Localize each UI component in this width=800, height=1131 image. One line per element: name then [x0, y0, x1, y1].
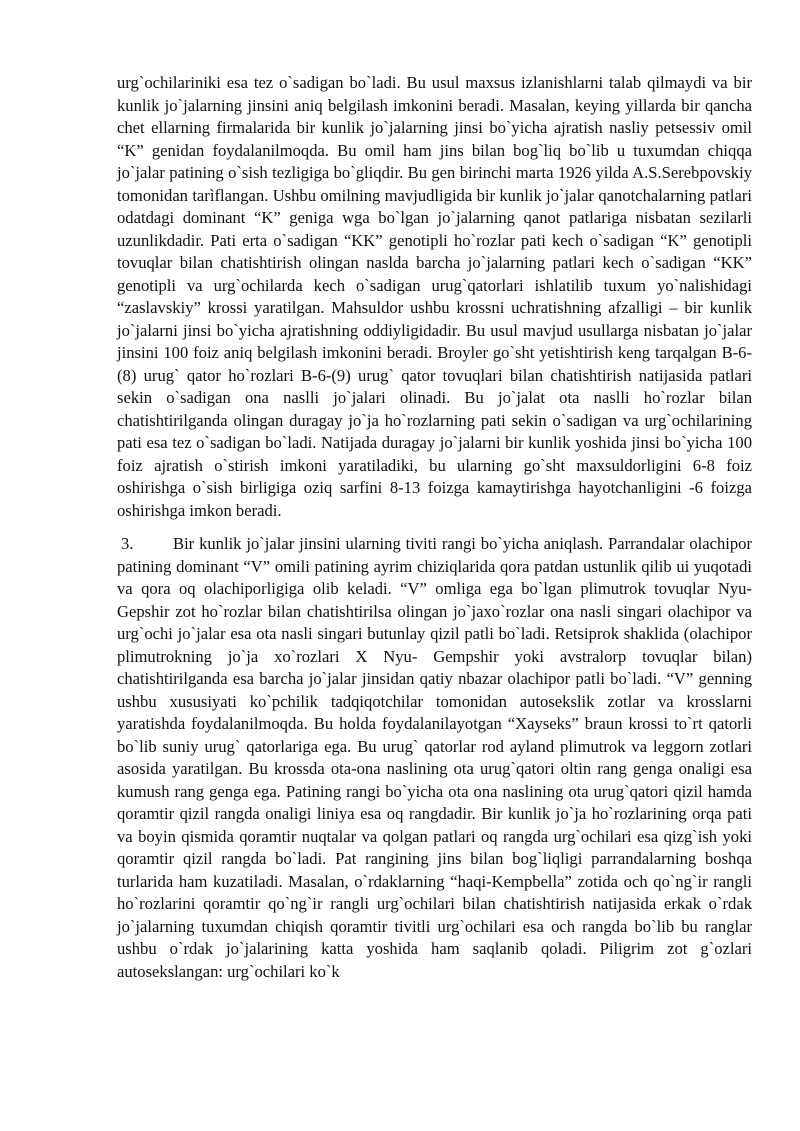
paragraph-down-color-sexing — [117, 533, 752, 983]
paragraph-feather-growth — [117, 72, 752, 522]
paragraph-text: Bir kunlik jo`jalar jinsini ularning tiviti rangi bo`yicha aniqlash. Parrandalar olachipor patining dominant “V” omili patining ayrim chiziqlarida qora patdan ustunlik qilib ui yuqotadi va qora oq olachiporligiga olib keladi. “V” omliga ega bo`lgan plimutrok tovuqlar Nyu-Gepshir zot ho`rozlar bilan chatishtirilsa olingan jo`jaxo`rozlar ona nasli singari olachipor va urg`ochi jo`jalar esa ota nasli singari butunlay qizil patli bo`ladi. Retsiprok shaklida (olachipor plimutrokning jo`ja xo`rozlari X Nyu- Gempshir yoki avstralorp tovuqlar bilan) chatishtirilganda esa barcha jo`jalar jinsidan qatiy nbazar olachipor patli bo`ladi. “V” genning ushbu xususiyati ko`pchilik tadqiqotchilar tomonidan autosekslik zotlar va krosslarni yaratishda foydalanilmoqda. Bu holda foydalanilayotgan “Xayseks” braun krossi to`rt qatorli bo`lib suniy urug` qatorlariga ega. Bu urug` qatorlar rod ayland plimutrok va leggorn zotlari asosida yaratilgan. Bu krossda ota-ona naslining ota urug`qatori oltin rang genga onaligi esa kumush rang genga ega. Patining rangi bo`yicha ota ona naslining ota urug`qatori qizil hamda qoramtir qizil rangda onaligi liniya esa oq rangdadir. Bir kunlik jo`ja ho`rozlarining orqa pati va boyin qismida qoramtir nuqtalar va qolgan patlari oq rangda urg`ochilari esa qizg`ish yoki qoramtir qizil rangda bo`ladi. Pat rangining jins bilan bog`liqligi parrandalarning boshqa turlarida ham kuzatiladi. Masalan, o`rdaklarning “haqi-Kempbella” zotida och qo`ng`ir rangli ho`rozlarini qoramtir qo`ng`ir rangli urg`ochilari bilan chatishtirish natijasida erkak o`rdak jo`jalarning tuxumdan chiqish qoramtir tivitli urg`ochilari esa och rangda bo`lib bu ranglar ushbu o`rdak jo`jalarining katta yoshida ham saqlanib qoladi. Piligrim zot g`ozlari autosekslangan: urg`ochilari ko`k — [117, 534, 752, 981]
section-number: 3. — [121, 534, 134, 553]
paragraph-text: urg`ochilariniki esa tez o`sadigan bo`ladi. Bu usul maxsus izlanishlarni talab qilmaydi va bir kunlik jo`jalarning jinsini aniq belgilash imkonini beradi. Masalan, keying yillarda bir qancha chet ellarning firmalarida bir kunlik jo`jalarning jinsi bo`yicha ajratish nasliy petsessiv omil “K” genidan foydalanilmoqda. Bu omil ham jins bilan bog`liq bo`lib u tuxumdan chiqqa jo`jalar patining o`sish tezligiga bo`gliqdir. Bu gen birinchi marta 1926 yilda A.S.Serebpovskiy tomonidan tarìflangan. Ushbu omilning mavjudligida bir kunlik jo`jalar qanotchalarning patlari odatdagi dominant “K” geniga wga bo`lgan jo`jalarning qanot patlariga nisbatan sezilarli uzunlikdadir. Pati erta o`sadigan “KK” genotipli ho`rozlar pati kech o`sadigan “K” genotipli tovuqlar bilan chatishtirish olingan naslda barcha jo`jalarning patlari kech o`sadigan “KK” genotipli va urg`ochilarda kech o`sadigan urug`qatorlari ishlatilib tuxum yo`nalishidagi “zaslavskiy” krossi yaratilgan. Mahsuldor ushbu krossni uchratishning afzalligi – bir kunlik jo`jalarni jinsi bo`yicha ajratishning oddiyligidadir. Bu usul mavjud usullarga nisbatan jo`jalar jinsini 100 foiz aniq belgilash imkonini beradi. Broyler go`sht yetishtirish keng tarqalgan B-6-(8) urug` qator ho`rozlari B-6-(9) urug` qator tovuqlari bilan chatishtirish natijasida patlari sekin o`sadigan ona naslli jo`jalari olinadi. Bu jo`jalat ota naslli ho`rozlar bilan chatishtirilganda olingan duragay jo`ja ho`rozlarning pati sekin o`sadigan va urg`ochilarining pati esa tez o`sadigan bo`ladi. Natijada duragay jo`jalarni bir kunlik yoshida jinsi bo`yicha 100 foiz ajratish o`stirish imkoni yaratiladiki, bu ularning go`sht maxsuldorligini 6-8 foiz oshirishga o`sish birligiga oziq sarfini 8-13 foizga kamaytirishga hayotchanligini -6 foizga oshirishga imkon beradi. — [117, 73, 752, 520]
document-page — [117, 72, 752, 983]
